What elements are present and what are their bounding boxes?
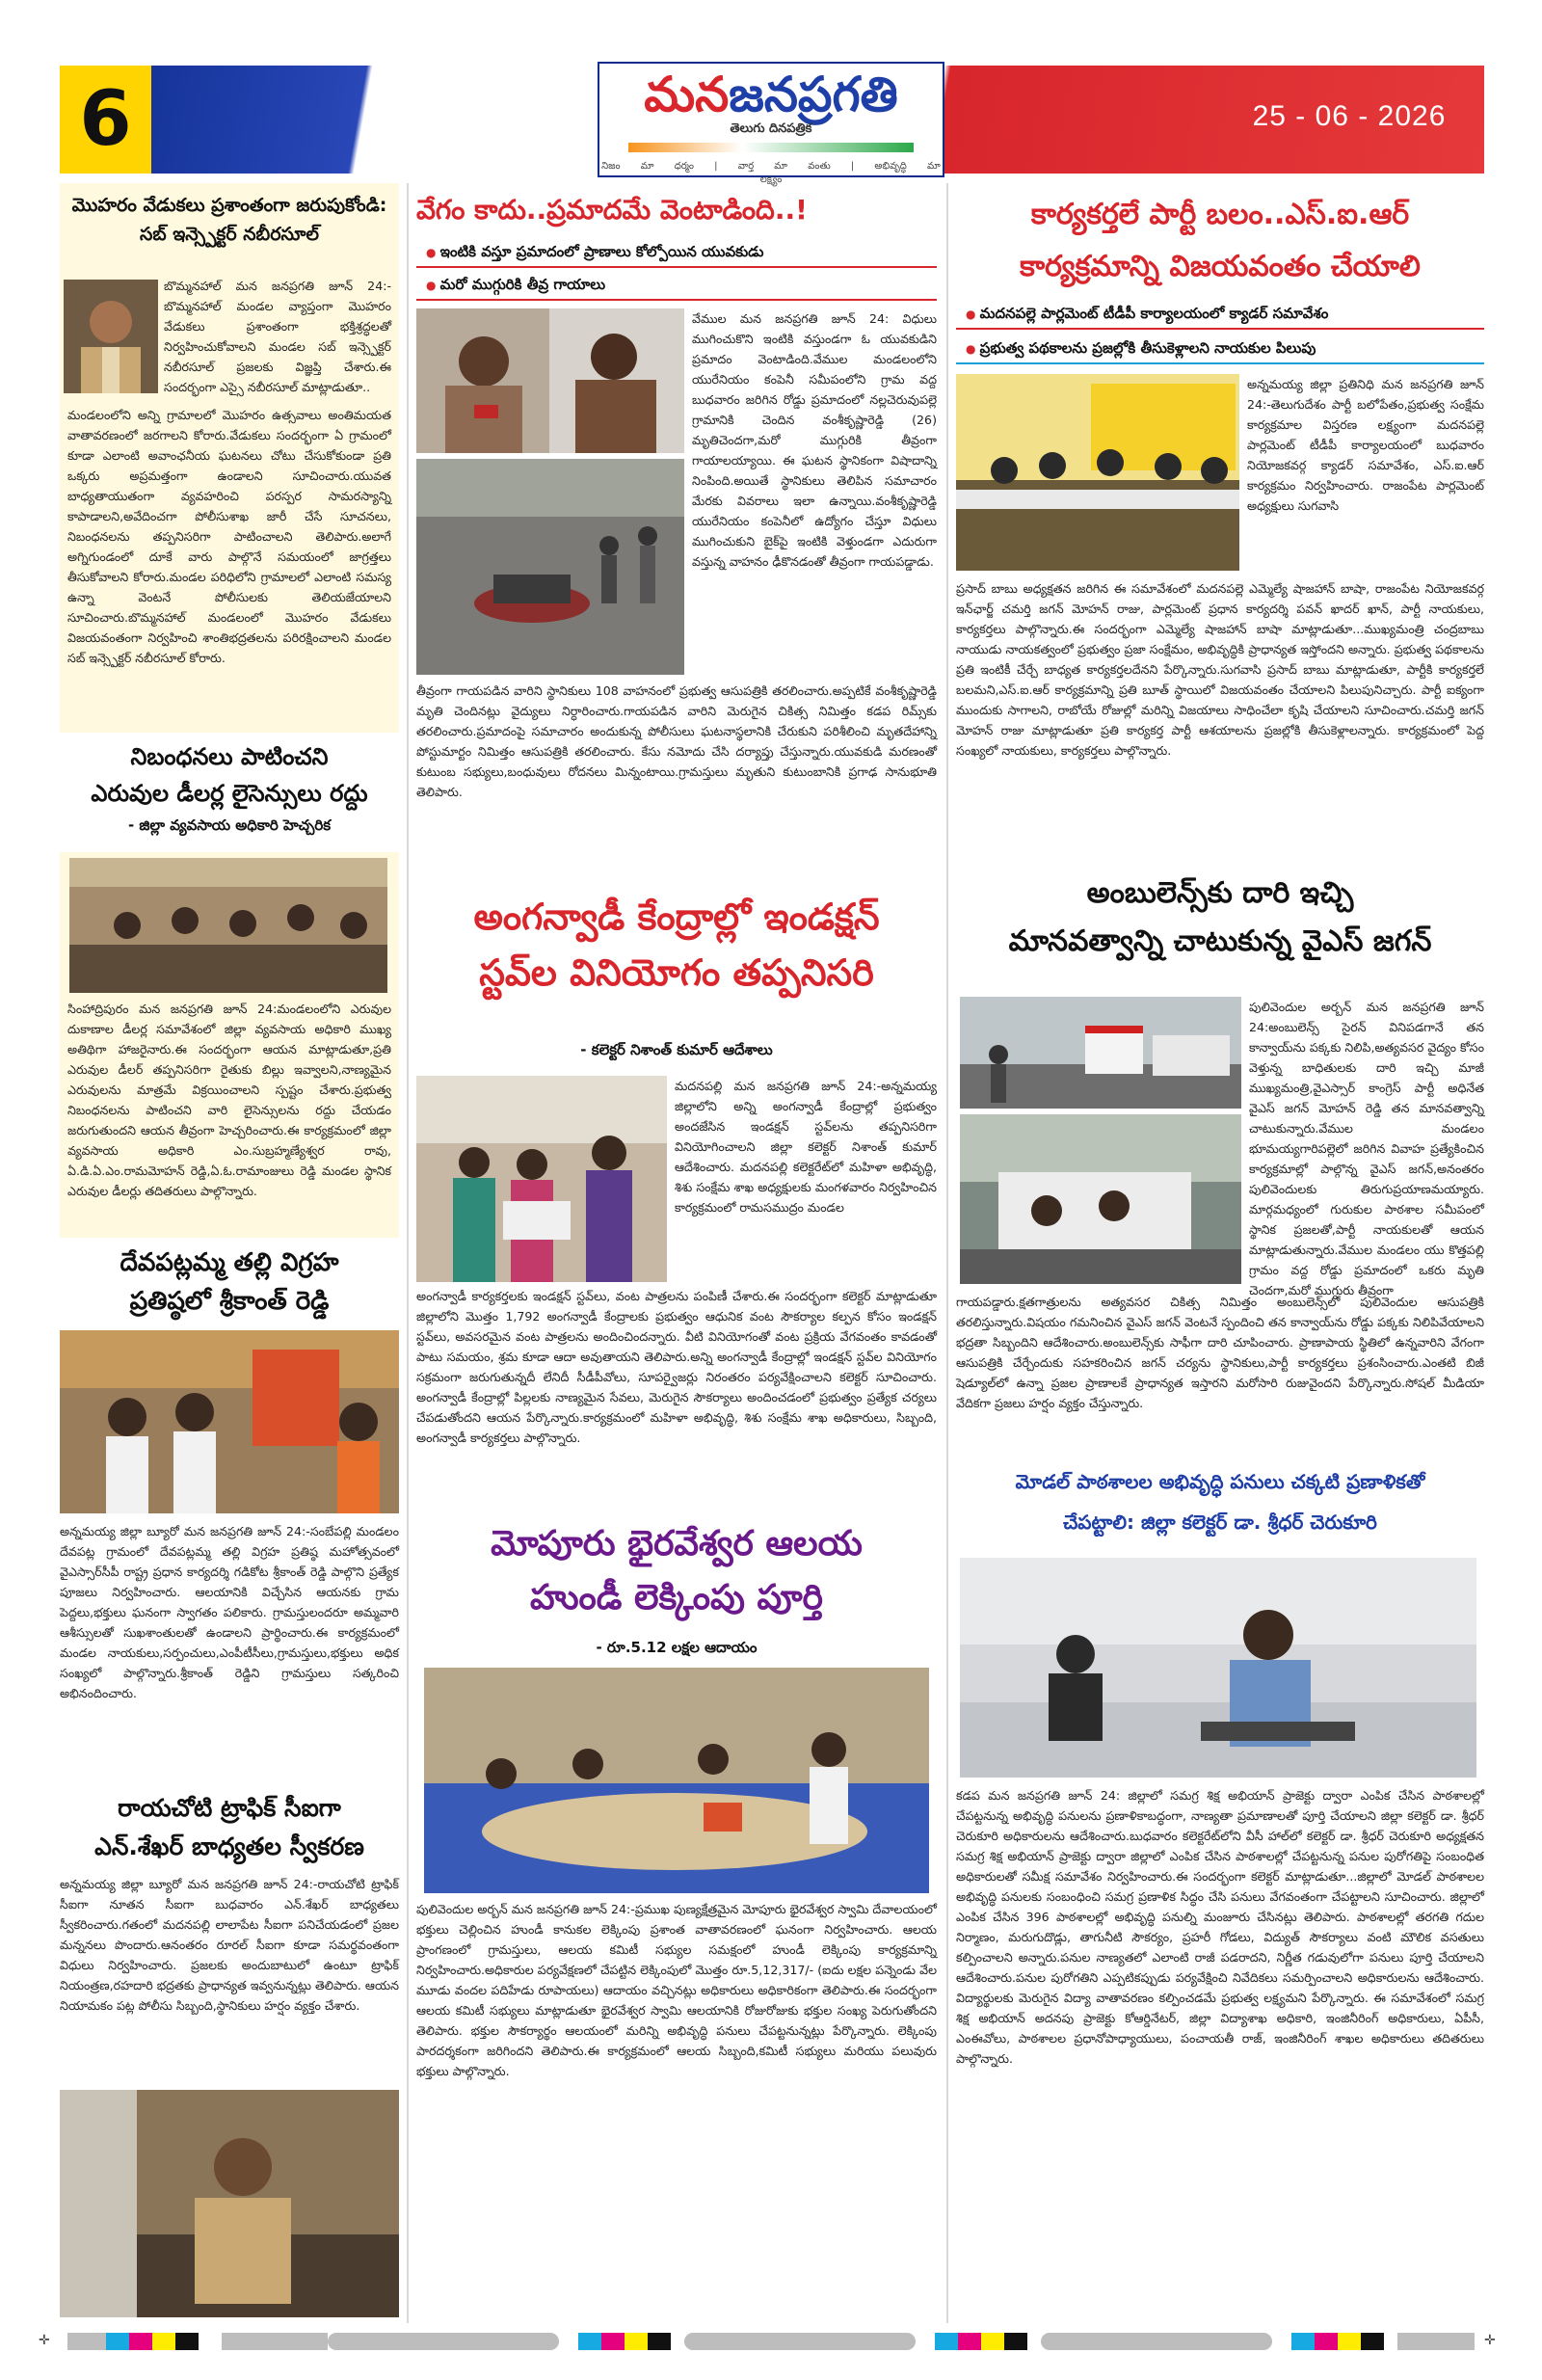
jagan-body-1: పులివెందుల అర్బన్ మన జనప్రగతి జూన్ 24:అంబులెన్స్ సైరన్ వినిపడగానే తన కాన్వాయ్‌ను పక్కకు నిలిపి,అత్యవసర వైద్యం కోసం వెళ్తున్న బాధితులకు దారి ఇచ్చి మాజీ ముఖ్యమంత్రి,వైఎస్సార్ కాంగ్రెస్ పార్టీ అధినేత వైఎస్ జగన్ మోహన్ రెడ్డి తన మానవత్వాన్ని చాటుకున్నారు.వేముల మండలం భూమయ్యగారిపల్లెలో జరిగిన వివాహ ప్రత్యేకించిన కార్యక్రమాల్లో పాల్గొన్న వైఎస్ జగన్,అనంతరం పులివెందులకు తిరుగుప్రయాణమయ్యారు. మార్గమధ్యంలో గురుకుల పాఠశాల సమీపంలో స్థానిక ప్రజలతో,పార్టీ నాయకులతో ఆయన మాట్లాడుతున్నారు.వేముల మండలం యు కొత్తపల్లి గ్రామం వద్ద రోడ్డు ప్రమాదంలో ఒకరు మృతి చెందగా,మరో ముగ్గురు తీవ్రంగా	[1249, 1000, 1484, 1297]
party-bullet-2: ● ప్రభుత్వ పథకాలను ప్రజల్లోకి తీసుకెళ్లాలని నాయకుల పిలుపు	[956, 339, 1484, 364]
anganwadi-subheadline: - కలెక్టర్ నిశాంత్ కుమార్ ఆదేశాలు	[580, 1041, 773, 1058]
swatch-magenta	[129, 2333, 152, 2350]
swatch-yellow	[152, 2333, 175, 2350]
jagan-headline-2: మానవత్వాన్ని చాటుకున్న వైఎస్ జగన్	[1008, 924, 1432, 958]
swatch-cyan	[935, 2333, 958, 2350]
masthead-subtitle: తెలుగు దినపత్రిక	[730, 121, 812, 136]
jagan-convoy-photo	[960, 1114, 1241, 1284]
collector-review-photo	[960, 1558, 1476, 1778]
temple-subheadline: - రూ.5.12 లక్షల ఆదాయం	[596, 1639, 758, 1656]
school-headline-block	[956, 1461, 1484, 1550]
tdp-meeting-photo	[956, 374, 1239, 571]
accident-body-1: వేముల మన జనప్రగతి జూన్ 24: విధులు ముగించుకొని ఇంటికి వస్తుండగా ఓ యువకుడిని ప్రమాదం వెంటాడింది.వేముల మండలంలోని యురేనియం కంపెనీ సమీపంలోని గ్రామ వద్ద బుధవారం జరిగిన రోడ్డు ప్రమాదంలో నల్లచెరువుపల్లె గ్రామానికి చెందిన వంశీకృష్ణారెడ్డి (26) మృతిచెందగా,మరో ముగ్గురికి తీవ్రంగా గాయాలయ్యాయి. ఈ ఘటన స్థానికంగా విషాదాన్ని నింపింది.అయితే స్థానికులు తెలిపిన సమాచారం మేరకు వివరాలు ఇలా ఉన్నాయి.వంశీకృష్ణారెడ్డి యురేనియం కంపెనీలో ఉద్యోగం చేస్తూ విధులు ముగించుకుని బైక్‌పై ఇంటికి వెళ్తుండగా ఎదురుగా వస్తున్న వాహనం ఢీకొనడంతో తీవ్రంగా గాయపడ్డాడు.	[692, 311, 937, 569]
temple-ceremony-photo	[60, 1330, 399, 1513]
crop-mark-icon: ✛	[39, 2333, 50, 2348]
accident-scene-photo	[416, 459, 684, 675]
swatch-black	[175, 2333, 199, 2350]
print-registration-bar	[39, 2333, 1503, 2350]
deva-headline-block	[60, 1243, 399, 1324]
convoy-road-image	[960, 997, 1241, 1109]
seeds-article	[60, 852, 399, 1238]
ambulance-photo	[960, 997, 1241, 1109]
seeds-subheadline: - జిల్లా వ్యవసాయ అధికారి హెచ్చరిక	[127, 816, 332, 834]
masthead-tricolor-bar	[628, 143, 914, 152]
swatch-gray	[1397, 2333, 1475, 2350]
masthead-title	[599, 64, 943, 125]
masthead-title-a: మన	[644, 66, 730, 122]
si-portrait-image	[64, 280, 158, 393]
party-headline-2: కార్యక్రమాన్ని విజయవంతం చేయాలి	[1020, 250, 1421, 283]
swatch-gray	[222, 2333, 328, 2350]
column-divider	[946, 183, 948, 2323]
accident-headline: వేగం కాదు..ప్రమాదమే వెంటాడింది..!	[416, 194, 808, 226]
muharram-body-1: బొమ్మనహాల్ మన జనప్రగతి జూన్ 24:-బొమ్మనహాల్ మండల వ్యాప్తంగా మొహరం వేడుకలు ప్రశాంతంగా భక్తిశ్రద్ధలతో నిర్వహించుకోవాలని మండల సబ్ ఇన్స్పెక్టర్ నబీరసూల్ ప్రజలకు విజ్ఞప్తి చేశారు.ఈ సందర్భంగా ఎస్సై నబీరసూల్ మాట్లాడుతూ..	[164, 279, 391, 394]
temple-headline-1: మోపూరు భైరవేశ్వర ఆలయ	[491, 1524, 863, 1564]
deva-article	[60, 1330, 399, 1783]
counting-hall-image	[424, 1668, 929, 1893]
swatch-gray-bar	[684, 2333, 916, 2350]
temple-headline-2: హుండీ లెక్కింపు పూర్తి	[530, 1578, 823, 1618]
ceremony-image	[60, 1330, 399, 1513]
muharram-article	[60, 183, 399, 733]
swatch-gray	[67, 2333, 106, 2350]
anganwadi-headline-2: స్టవ్‌ల వినియోగం తప్పనిసరి	[479, 951, 874, 994]
deva-headline-2: ప్రతిష్ఠలో శ్రీకాంత్ రెడ్డి	[129, 1287, 330, 1316]
anganwadi-body-1: మదనపల్లి మన జనప్రగతి జూన్ 24:-అన్నమయ్య జిల్లాలోని అన్ని అంగన్వాడీ కేంద్రాల్లో ప్రభుత్వం అందజేసిన ఇండక్షన్ స్టవ్‌లను తప్పనిసరిగా వినియోగించాలని జిల్లా కలెక్టర్ నిశాంత్ కుమార్ ఆదేశించారు. మదనపల్లి కలెక్టరేట్‌లో మహిళా అభివృద్ధి, శిశు సంక్షేమ శాఖ అధ్యక్షులకు మంగళవారం నిర్వహించిన కార్యక్రమంలో రామసముద్రం మండల	[675, 1079, 937, 1215]
swatch-white	[199, 2333, 222, 2350]
party-bullet-1: ● మదనపల్లె పార్లమెంట్ టీడీపీ కార్యాలయంలో క్యాడర్ సమావేశం	[956, 305, 1484, 330]
swatch-cyan	[106, 2333, 129, 2350]
dealers-meeting-photo	[69, 858, 387, 993]
masthead-title-b: జన	[729, 66, 798, 122]
party-body-1: అన్నమయ్య జిల్లా ప్రతినిధి మన జనప్రగతి జూన్ 24:-తెలుగుదేశం పార్టీ బలోపేతం,ప్రభుత్వ సంక్షేమ కార్యక్రమాల విస్తరణ లక్ష్యంగా మదనపల్లె పార్లమెంట్ టీడీపీ కార్యాలయంలో బుధవారం నియోజకవర్గ క్యాడర్ సమావేశం, ఎస్.ఐ.ఆర్ కార్యక్రమం నిర్వహించారు. రాజంపేట పార్లమెంట్ అధ్యక్షులు సుగవాసి	[1247, 377, 1484, 513]
swatch-yellow	[1338, 2333, 1361, 2350]
hospital-image	[416, 308, 684, 453]
swatch-black	[1004, 2333, 1027, 2350]
school-headline-1: మోడల్ పాఠశాలల అభివృద్ధి పనులు చక్కటి ప్రణాళికతో	[1015, 1470, 1425, 1493]
swatch-yellow	[625, 2333, 648, 2350]
traffic-headline-block	[60, 1789, 399, 1870]
vehicle-crowd-image	[960, 1114, 1241, 1284]
party-body-2: ప్రసాద్ బాబు అధ్యక్షతన జరిగిన ఈ సమావేశంలో మదనపల్లె ఎమ్మెల్యే షాజహాన్ బాషా, రాజంపేట నియోజకవర్గ ఇన్‌ఛార్జ్ చమర్తి జగన్ మోహన్ రాజు, పార్లమెంట్ ప్రధాన కార్యదర్శి పవన్ ఖాదర్ ఖాన్, పార్టీ నాయకులు, కార్యకర్తలు పాల్గొన్నారు.ఈ సందర్భంగా ఎమ్మెల్యే షాజహాన్ బాషా మాట్లాడుతూ...ముఖ్యమంత్రి చంద్రబాబు నాయుడు నాయకత్వంలో ప్రభుత్వం ప్రజా సంక్షేమం, అభివృద్ధికి ప్రాధాన్యత ఇస్తోందని అన్నారు. ప్రభుత్వ పథకాలను ప్రతి ఇంటికీ చేర్చే బాధ్యత కార్యకర్తలదేనని పేర్కొన్నారు.సుగవాసి ప్రసాద్ బాబు మాట్లాడుతూ, పార్టీకి కార్యకర్తలే బలమని,ఎస్.ఐ.ఆర్ కార్యక్రమాన్ని ప్రతి బూత్ స్థాయిలో విజయవంతం చేయాలని పిలుపునిచ్చారు. పార్టీ ఐక్యంగా ముందుకు సాగాలని, రాబోయే రోజుల్లో మరిన్ని విజయాలు సాధించేలా కృషి చేయాలని సూచించారు.చమర్తి జగన్ మోహన్ రాజు మాట్లాడుతూ ప్రతి కార్యకర్త పార్టీ ఆశయాలను ప్రజల్లోకి తీసుకెళ్లాలన్నారు. కార్యక్రమంలో పెద్ద సంఖ్యలో నాయకులు, కార్యకర్తలు పాల్గొన్నారు.	[956, 581, 1484, 758]
swatch-gray-bar	[328, 2333, 559, 2350]
seeds-headline-1: నిబంధనలు పాటించని	[130, 743, 329, 770]
jagan-headline-1: అంబులెన్స్‌కు దారి ఇచ్చి	[1086, 876, 1354, 910]
swatch-cyan	[578, 2333, 601, 2350]
swatch-black	[1361, 2333, 1384, 2350]
injured-men-photo	[416, 308, 684, 453]
party-headline-1: కార్యకర్తలే పార్టీ బలం..ఎస్.ఐ.ఆర్	[1030, 198, 1410, 231]
temple-headline-block	[416, 1517, 937, 1633]
anganwadi-headline-1: అంగన్వాడీ కేంద్రాల్లో ఇండక్షన్	[473, 896, 880, 938]
police-officer-image	[60, 2090, 399, 2317]
page-number: 6	[60, 66, 151, 174]
traffic-headline-2: ఎన్.శేఖర్ బాధ్యతల స్వీకరణ	[94, 1832, 364, 1860]
jagan-body-2: గాయపడ్డారు.క్షతగాత్రులను అత్యవసర చికిత్స నిమిత్తం అంబులెన్స్‌లో పులివెందుల ఆసుపత్రికి తరలిస్తున్నారు.విషయం గమనించిన వైఎస్ జగన్ వెంటనే స్పందించి తన కాన్వాయ్‌ను రోడ్డు పక్కకు నిలిపివేయాలని భద్రతా సిబ్బందిని ఆదేశించారు.అంబులెన్స్‌కు సాఫీగా దారి చూపించారు. ప్రాణాపాయ స్థితిలో ఉన్నవారిని వేగంగా ఆసుపత్రికి చేర్చేందుకు సహకరించిన జగన్ చర్యను స్థానికులు,పార్టీ కార్యకర్తలు ప్రశంసించారు.ఎంతటి బిజీ షెడ్యూల్‌లో ఉన్నా ప్రజల ప్రాణాలకే ప్రాధాన్యత ఇస్తారని మరోసారి రుజువైందని పేర్కొన్నారు.సోషల్ మీడియా వేదికగా ప్రజలు హర్షం వ్యక్తం చేస్తున్నారు.	[956, 1295, 1484, 1410]
road-scene-image	[416, 459, 684, 675]
seeds-body: సింహాద్రిపురం మన జనప్రగతి జూన్ 24:మండలంలోని ఎరువుల దుకాణాల డీలర్ల సమావేశంలో జిల్లా వ్యవసాయ అధికారి ముఖ్య అతిథిగా హాజరైనారు.ఈ సందర్భంగా ఆయన మాట్లాడుతూ,ప్రతి ఎరువుల డీలర్ తప్పనిసరిగా రైతుకు బిల్లు ఇవ్వాలని,నాణ్యమైన ఎరువులను మాత్రమే విక్రయించాలని స్పష్టం చేశారు.ప్రభుత్వ నిబంధనలను పాటించని వారి లైసెన్సులను రద్దు చేయడం జరుగుతుందని ఆయన తీవ్రంగా హెచ్చరించారు.ఈ కార్యక్రమంలో జిల్లా వ్యవసాయ అధికారి ఎం.సుబ్రహ్మణ్యేశ్వర రావు, ఏ.డి.ఏ.ఎం.రామమోహన్ రెడ్డి,ఏ.ఓ.రామాంజులు రెడ్డి మండల స్థానిక ఎరువుల డీలర్లు తదితరులు పాల్గొన్నారు.	[67, 1002, 391, 1198]
swatch-black	[648, 2333, 671, 2350]
traffic-headline-1: రాయచోటి ట్రాఫిక్ సీఐగా	[118, 1794, 341, 1822]
meeting-room-image	[69, 858, 387, 993]
accident-bullet-2: ● మరో ముగ్గురికి తీవ్ర గాయాలు	[416, 276, 937, 301]
swatch-cyan	[1291, 2333, 1315, 2350]
party-headline-block	[956, 189, 1484, 305]
accident-body-2: తీవ్రంగా గాయపడిన వారిని స్థానికులు 108 వాహనంలో ప్రభుత్వ ఆసుపత్రికి తరలించారు.అప్పటికే వంశీకృష్ణారెడ్డి మృతి చెందినట్లు వైద్యులు నిర్ధారించారు.గాయపడిన వారిని మెరుగైన చికిత్స నిమిత్తం కడప రిమ్స్‌కు తరలించారు.ప్రమాదంపై సమాచారం అందుకున్న పోలీసులు ఘటనాస్థలానికి చేరుకుని పరిశీలించి మృతదేహాన్ని పోస్టుమార్టం నిమిత్తం ఆసుపత్రికి తరలించారు. కేసు నమోదు చేసి దర్యాప్తు చేస్తున్నారు.యువకుడి మరణంతో కుటుంబ సభ్యులు,బంధువులు రోదనలు మిన్నంటాయి.గ్రామస్తులు మృతుని కుటుంబానికి ప్రగాఢ సానుభూతి తెలిపారు.	[416, 683, 937, 799]
swatch-magenta	[1315, 2333, 1338, 2350]
deva-body: అన్నమయ్య జిల్లా బ్యూరో మన జనప్రగతి జూన్ 24:-సంబేపల్లి మండలం దేవపట్ల గ్రామంలో దేవపట్లమ్మ తల్లి విగ్రహ ప్రతిష్ఠ మహోత్సవంలో వైఎస్సార్‌సీపీ రాష్ట్ర ప్రధాన కార్యదర్శి గడికోట శ్రీకాంత్ రెడ్డి పాల్గొని ప్రత్యేక పూజలు నిర్వహించారు. ఆలయానికి విచ్చేసిన ఆయనకు గ్రామ పెద్దలు,భక్తులు ఘనంగా స్వాగతం పలికారు. గ్రామస్తులందరూ అమ్మవారి ఆశీస్సులతో సుఖశాంతులతో ఉండాలని ప్రార్థించారు.ఈ కార్యక్రమంలో మండల నాయకులు,సర్పంచులు,ఎంపీటీసీలు,గ్రామస్తులు,భక్తులు అధిక సంఖ్యలో పాల్గొన్నారు.శ్రీకాంత్ రెడ్డిని గ్రామస్తులు సత్కరించి అభినందించారు.	[60, 1524, 399, 1700]
induction-stove-photo	[416, 1076, 667, 1282]
anganwadi-body-2: అంగన్వాడీ కార్యకర్తలకు ఇండక్షన్ స్టవ్‌లు, వంట పాత్రలను పంపిణీ చేశారు.ఈ సందర్భంగా కలెక్టర్ మాట్లాడుతూ జిల్లాలోని మొత్తం 1,792 అంగన్వాడీ కేంద్రాలకు ప్రభుత్వం ఆధునిక వంట సౌకర్యాల కల్పన కోసం ఇండక్షన్ స్టవ్‌లు, అవసరమైన వంట పాత్రలను అందించిందన్నారు. వీటి వినియోగంతో వంట ప్రక్రియ వేగవంతం కావడంతో పాటు సమయం, శ్రమ కూడా ఆదా అవుతాయని తెలిపారు.అన్ని అంగన్వాడీ కేంద్రాల్లో ఇండక్షన్ స్టవ్‌ల వినియోగం సక్రమంగా జరుగుతున్నదీ లేనిదీ సీడీపీవోలు, సూపర్వైజర్లు నిరంతరం పర్యవేక్షించాలని కలెక్టర్ సూచించారు. అంగన్వాడీ కేంద్రాల్లో పిల్లలకు నాణ్యమైన సేవలు, మెరుగైన సౌకర్యాలు అందించడంలో ప్రభుత్వం ప్రత్యేక చర్యలు చేపడుతోందని ఆయన పేర్కొన్నారు.కార్యక్రమంలో మహిళా అభివృద్ధి, శిశు సంక్షేమ శాఖ అధికారులు, సిబ్బంది, అంగన్వాడీ కార్యకర్తలు పాల్గొన్నారు.	[416, 1289, 937, 1445]
swatch-magenta	[601, 2333, 625, 2350]
school-body: కడప మన జనప్రగతి జూన్ 24: జిల్లాలో సమగ్ర శిక్ష అభియాన్ ప్రాజెక్టు ద్వారా ఎంపిక చేసిన పాఠశాలల్లో చేపట్టనున్న అభివృద్ధి పనులను ప్రణాళికాబద్ధంగా, నాణ్యతా ప్రమాణాలతో పూర్తి చేయాలని జిల్లా కలెక్టర్ డా. శ్రీధర్ చెరుకూరి అధికారులను ఆదేశించారు.బుధవారం కలెక్టరేట్‌లోని వీసీ హాల్‌లో కలెక్టర్ డా. శ్రీధర్ చెరుకూరి అధ్యక్షతన సమగ్ర శిక్ష అభియాన్ ప్రాజెక్టు ద్వారా జిల్లాలో ఎంపిక చేసిన పాఠశాలల్లో చేపట్టనున్న పనుల పురోగతిపై సంబంధిత అధికారులతో సమీక్ష సమావేశం నిర్వహించారు.ఈ సందర్భంగా కలెక్టర్ మాట్లాడుతూ...జిల్లాలో మోడల్ పాఠశాలల అభివృద్ధి పనులకు సంబంధించి సమగ్ర ప్రణాళిక సిద్ధం చేసి పనులు వేగవంతంగా చేపట్టాలని సూచించారు. జిల్లాలో ఎంపిక చేసిన 396 పాఠశాలల్లో అభివృద్ధి పనుల్ని మంజూరు చేసినట్లు తెలిపారు. పాఠశాలల్లో తరగతి గదుల నిర్మాణం, మరుగుదొడ్లు, తాగునీటి సౌకర్యం, ప్రహరీ గోడలు, విద్యుత్ సౌకర్యాలు వంటి మౌలిక వసతులు కల్పించాలని అన్నారు.పనుల నాణ్యతలో ఎలాంటి రాజీ పడరాదని, నిర్ణీత గడువులోగా పనులు పూర్తి చేయాలని ఆదేశించారు.పనుల పురోగతిని ఎప్పటికప్పుడు పర్యవేక్షించి నివేదికలు సమర్పించాలని అధికారులను ఆదేశించారు. విద్యార్థులకు మెరుగైన విద్యా వాతావరణం కల్పించడమే ప్రభుత్వ లక్ష్యమని పేర్కొన్నారు. ఈ సమావేశంలో సమగ్ర శిక్ష అభియాన్ అదనపు ప్రాజెక్టు కోఆర్డినేటర్, జిల్లా విద్యాశాఖ అధికారి, ఇంజినీరింగ్ అధికారులు, ఏపీసీ, ఎంఈవోలు, పాఠశాలల ప్రధానోపాధ్యాయులు, పంచాయతీ రాజ్, ఇంజినీరింగ్ శాఖల అధికారులు తదితరులు పాల్గొన్నారు.	[956, 1788, 1484, 2066]
accident-bullet-1: ● ఇంటికి వస్తూ ప్రమాదంలో ప్రాణాలు కోల్పోయిన యువకుడు	[416, 243, 937, 268]
hundi-counting-photo	[424, 1668, 929, 1893]
traffic-body: అన్నమయ్య జిల్లా బ్యూరో మన జనప్రగతి జూన్ 24:-రాయచోటి ట్రాఫిక్ సీఐగా నూతన సీఐగా బుధవారం ఎన్.శేఖర్ బాధ్యతలు స్వీకరించారు.గతంలో మదనపల్లి లాలాపేట సీఐగా పనిచేయడంలో ప్రజల మన్ననలు పొందారు.ఆనంతరం రూరల్ సీఐగా కూడా సమర్థవంతంగా విధులు నిర్వహించారు. ప్రజలకు అందుబాటులో ఉంటూ ట్రాఫిక్ నియంత్రణ,రహదారి భద్రతకు ప్రాధాన్యత ఇవ్వనున్నట్లు తెలిపారు. ఆయన నియామకం పట్ల పోలీసు సిబ్బంది,స్థానికులు హర్షం వ్యక్తం చేశారు.	[60, 1877, 399, 2013]
traffic-ci-photo	[60, 2090, 399, 2317]
crop-mark-icon: ✛	[1484, 2333, 1496, 2348]
masthead-title-c: ప్రగతి	[797, 66, 898, 122]
issue-date: 25 - 06 - 2026	[1252, 100, 1447, 132]
swatch-magenta	[958, 2333, 981, 2350]
seeds-headline-2: ఎరువుల డీలర్ల లైసెన్సులు రద్దు	[91, 780, 368, 807]
column-divider	[407, 183, 409, 2323]
masthead-tagline: నిజం మా ధర్మం | వార్త మా వంతు | అభివృద్ధి మా లక్ష్యం	[601, 161, 941, 185]
jagan-headline-block	[956, 869, 1484, 970]
school-headline-2: చేపట్టాలి: జిల్లా కలెక్టర్ డా. శ్రీధర్ చెరుకూరి	[1063, 1511, 1377, 1534]
temple-body: పులివెందుల అర్బన్ మన జనప్రగతి జూన్ 24:-ప్రముఖ పుణ్యక్షేత్రమైన మోపూరు భైరవేశ్వర స్వామి దేవాలయంలో భక్తులు చెల్లించిన హుండీ కానుకల లెక్కింపు ప్రశాంత వాతావరణంలో ఘనంగా నిర్వహించారు. ఆలయ ప్రాంగణంలో గ్రామస్తులు, ఆలయ కమిటీ సభ్యుల సమక్షంలో హుండీ లెక్కింపు కార్యక్రమాన్ని నిర్వహించారు.అధికారుల పర్యవేక్షణలో చేపట్టిన లెక్కింపులో మొత్తం రూ.5,12,317/- (ఐదు లక్షల పన్నెండు వేల మూడు వందల పదిహేడు రూపాయలు) ఆదాయం వచ్చినట్లు అధికారులు అధికారికంగా తెలిపారు.ఈ సందర్భంగా ఆలయ కమిటీ సభ్యులు మాట్లాడుతూ భైరవేశ్వర స్వామి ఆలయానికి రోజురోజుకు భక్తుల సంఖ్య పెరుగుతోందని తెలిపారు. భక్తుల సౌకర్యార్థం ఆలయంలో మరిన్ని అభివృద్ధి పనులు చేపట్టనున్నట్లు పేర్కొన్నారు. లెక్కింపు పారదర్శకంగా జరిగిందని తెలిపారు.ఈ కార్యక్రమంలో ఆలయ సిబ్బంది,కమిటీ సభ్యులు మరియు పలువురు భక్తులు పాల్గొన్నారు.	[416, 1902, 937, 2078]
anganwadi-headline-block	[416, 889, 937, 1033]
deva-headline-1: దేవపట్లమ్మ తల్లి విగ్రహ	[120, 1248, 339, 1277]
review-meeting-image	[960, 1558, 1476, 1778]
muharram-body-2: మండలంలోని అన్ని గ్రామాలలో మొహరం ఉత్సవాలు అంతిమయత వాతావరణంలో జరగాలని కోరారు.వేడుకలు సందర్భంగా ఏ గ్రామంలో కూడా ఎలాంటి అవాంఛనీయ ఘటనలు చోటు చేసుకోకుండా ప్రతి ఒక్కరు అప్రమత్తంగా ఉండాలని సూచించారు.యువత బాధ్యతాయుతంగా వ్యవహరించి పరస్పర సామరస్యాన్ని కాపాడాలని,అవేదించగా పోలీసుశాఖ జారీ చేసే సూచనలు, నిబంధనలను తప్పనిసరిగా పాటించాలని తెలిపారు.అలాగే అగ్నిగుండంలో దూకే వారు పాల్గొనే సమయంలో జాగ్రత్తలు తీసుకోవాలని కోరారు.మండల పరిధిలోని గ్రామాలలో ఎలాంటి సమస్య ఉన్నా వెంటనే పోలీసులకు తెలియజేయాలని సూచించారు.బొమ్మనహాల్ మండలంలో మొహరం వేడుకలు విజయవంతంగా నిర్వహించి శాంతిభద్రతలను పరిరక్షించాలని మండల సబ్ ఇన్స్పెక్టర్ నబీరసూల్ కోరారు.	[67, 408, 391, 665]
swatch-yellow	[981, 2333, 1004, 2350]
collector-distribution-image	[416, 1076, 667, 1282]
muharram-headline: మొహరం వేడుకలు ప్రశాంతంగా జరుపుకోండి: సబ్ ఇన్స్పెక్టర్ నబీరసూల్	[71, 195, 387, 245]
party-meeting-image	[956, 374, 1239, 571]
si-photo	[64, 280, 158, 393]
swatch-gray-bar	[1041, 2333, 1272, 2350]
masthead	[598, 62, 944, 185]
seeds-headline-block	[60, 738, 399, 846]
